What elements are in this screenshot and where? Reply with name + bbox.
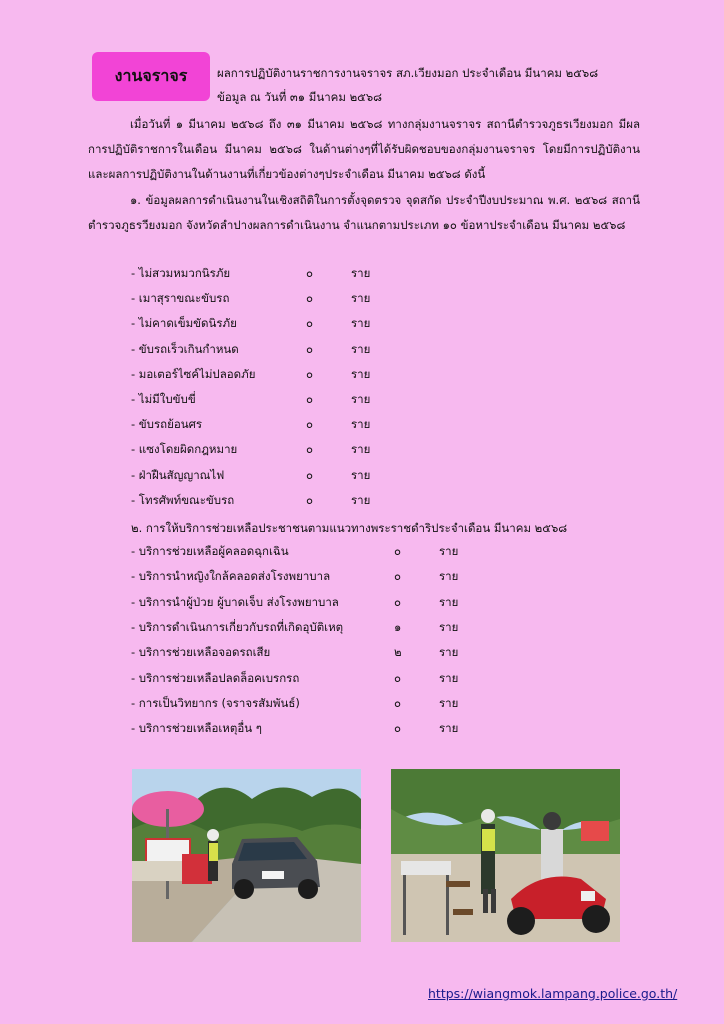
item-label: - ไม่คาดเข็มขัดนิรภัย: [131, 316, 237, 331]
item-count: ๐: [306, 442, 314, 457]
item-unit: ราย: [351, 366, 371, 381]
item-unit: ราย: [439, 721, 459, 736]
item-unit: ราย: [351, 467, 371, 482]
item-count: ๐: [306, 417, 314, 432]
item-unit: ราย: [351, 417, 371, 432]
item-label: - ไม่สวมหมวกนิรภัย: [131, 266, 231, 280]
item-count: ๒: [394, 645, 402, 660]
checkpoint-photo-2: [391, 769, 620, 942]
item-unit: ราย: [439, 569, 459, 584]
item-count: ๐: [394, 569, 402, 584]
item-label: - ขับรถเร็วเกินกำหนด: [131, 341, 239, 356]
badge-label: งานจราจร: [114, 66, 188, 85]
section2-heading: ๒. การให้บริการช่วยเหลือประชาชนตามแนวทางพระราชดำริประจำเดือน มีนาคม ๒๕๖๘: [131, 521, 568, 535]
item-unit: ราย: [351, 341, 371, 356]
item-unit: ราย: [439, 544, 459, 558]
item-unit: ราย: [351, 266, 371, 280]
item-label: - บริการช่วยเหลือเหตุอื่น ๆ: [131, 721, 262, 736]
item-label: - ฝ่าฝืนสัญญาณไฟ: [131, 467, 225, 482]
item-label: - โทรศัพท์ขณะขับรถ: [131, 492, 235, 507]
item-count: ๐: [306, 467, 314, 482]
item-label: - มอเตอร์ไซค์ไม่ปลอดภัย: [131, 366, 256, 381]
item-label: - การเป็นวิทยากร (จราจรสัมพันธ์): [131, 695, 300, 710]
item-unit: ราย: [351, 392, 371, 406]
page-title: ผลการปฏิบัติงานราชการงานจราจร สภ.เวียงมอก ประจำเดือน มีนาคม ๒๕๖๘: [217, 66, 599, 80]
section-badge: [92, 52, 210, 101]
item-count: ๐: [394, 670, 402, 685]
item-unit: ราย: [351, 291, 371, 306]
item-unit: ราย: [351, 316, 371, 331]
section1-heading: ๑. ข้อมูลผลการดำเนินงานในเชิงสถิติในการตั้งจุดตรวจ จุดสกัด ประจำปีงบประมาณ พ.ศ. ๒๕๖๘ สถานีตำรวจภูธรวียงมอก จังหวัดลำปางผลการดำเนินงาน จำแนกตามประเภท ๑๐ ข้อหาประจำเดือน มีนาคม ๒๕๖๘: [88, 193, 640, 232]
item-unit: ราย: [439, 695, 459, 710]
item-unit: ราย: [439, 645, 459, 660]
item-count: ๐: [394, 695, 402, 710]
item-count: ๐: [306, 316, 314, 331]
item-label: - ไม่มีใบขับขี่: [131, 392, 196, 406]
item-count: ๐: [306, 366, 314, 381]
checkpoint-photo-1: [132, 769, 361, 942]
website-link[interactable]: https://wiangmok.lampang.police.go.th/: [428, 986, 678, 1001]
item-unit: ราย: [439, 670, 459, 685]
item-count: ๐: [306, 392, 314, 406]
item-count: ๐: [306, 492, 314, 507]
item-unit: ราย: [439, 619, 459, 634]
item-label: - บริการช่วยเหลือผู้คลอดฉุกเฉิน: [131, 544, 289, 558]
item-unit: ราย: [439, 594, 459, 609]
item-count: ๐: [394, 544, 402, 558]
item-unit: ราย: [351, 492, 371, 507]
item-label: - บริการนำหญิงใกล้คลอดส่งโรงพยาบาล: [131, 569, 331, 584]
page-subtitle: ข้อมูล ณ วันที่ ๓๑ มีนาคม ๒๕๖๘: [217, 90, 383, 104]
item-label: - บริการช่วยเหลือปลดล็อคเบรกรถ: [131, 670, 300, 685]
item-label: - บริการช่วยเหลือจอดรถเสีย: [131, 645, 271, 660]
item-label: - บริการดำเนินการเกี่ยวกับรถที่เกิดอุบัติเหตุ: [131, 619, 344, 634]
item-label: - เมาสุราขณะขับรถ: [131, 291, 230, 306]
item-label: - แซงโดยผิดกฎหมาย: [131, 442, 238, 457]
item-count: ๐: [306, 266, 314, 280]
item-count: ๐: [306, 291, 314, 306]
item-label: - ขับรถย้อนศร: [131, 417, 203, 432]
item-count: ๐: [306, 341, 314, 356]
item-count: ๐: [394, 594, 402, 609]
item-count: ๐: [394, 721, 402, 736]
item-count: ๑: [394, 619, 402, 634]
item-unit: ราย: [351, 442, 371, 457]
intro-paragraph: เมื่อวันที่ ๑ มีนาคม ๒๕๖๘ ถึง ๓๑ มีนาคม ๒๕๖๘ ทางกลุ่มงานจราจร สถานีตำรวจภูธรเวียงมอก มีผลการปฏิบัติราชการในเดือน มีนาคม ๒๕๖๘ ในด้านต่างๆที่ได้รับผิดชอบของกลุ่มงานจราจร โดยมีการปฏิบัติงานและผลการปฏิบัติงานในด้านงานที่เกี่ยวข้องต่างๆประจำเดือน มีนาคม ๒๕๖๘ ดังนี้: [88, 117, 640, 181]
item-label: - บริการนำผู้ป่วย ผู้บาดเจ็บ ส่งโรงพยาบาล: [131, 594, 339, 609]
